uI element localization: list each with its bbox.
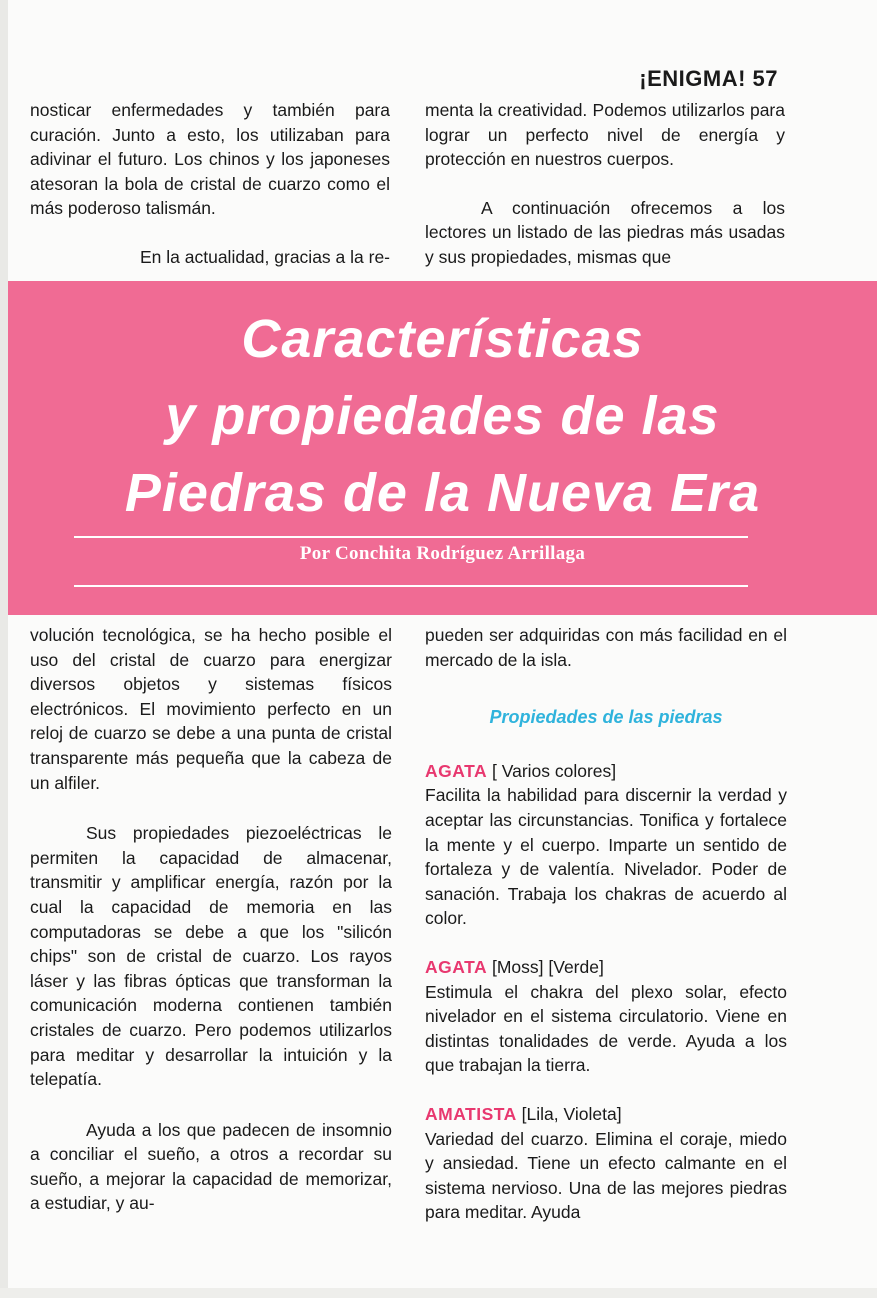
paragraph: volución tecnológica, se ha hecho posible el uso del cristal de cuarzo para energizar diversos objetos y sistemas físicos electrónicos. El movimiento perfecto en un reloj de cuarzo se debe a una punta de cristal transparente más pequeña que la cabeza de un alfiler. (30, 625, 392, 793)
page-edge-left (0, 0, 8, 1298)
page-edge-bottom (0, 1288, 877, 1298)
page-header: ¡ENIGMA! 57 (639, 66, 778, 91)
paragraph: En la actualidad, gracias a la re- (140, 246, 390, 267)
title-line-1: Características (241, 309, 644, 369)
title-line-3: Piedras de la Nueva Era (124, 463, 761, 523)
stone-description: Facilita la habilidad para discernir la verdad y aceptar las circunstancias. Tonifica y fortalece la mente y el cuerpo. Imparte un sentido de fortaleza y de valentía. Nivelador. Poder de sanación. Trabaja los chakras de acuerdo al color. (425, 785, 787, 929)
paragraph: A continuación ofrecemos a los lectores un listado de las piedras más usadas y sus propiedades, mismas que (425, 197, 785, 267)
column-right-bottom (425, 623, 787, 1225)
paragraph: menta la creatividad. Podemos utilizarlos para lograr un perfecto nivel de energía y protección en nuestros cuerpos. (425, 100, 785, 170)
stone-entry (425, 1102, 787, 1225)
paragraph: Ayuda a los que padecen de insomnio a conciliar el sueño, a otros a recordar su sueño, a mejorar la capacidad de memorizar, a estudiar, y au- (30, 1119, 392, 1214)
stone-name: AGATA (425, 760, 488, 781)
stone-color-tag: [Moss] [Verde] (487, 956, 604, 977)
stone-entry (425, 955, 787, 1078)
byline: Por Conchita Rodríguez Arrillaga (299, 543, 586, 564)
stone-name: AGATA (425, 956, 488, 977)
divider-bottom (74, 585, 748, 587)
paragraph: Sus propiedades piezoeléctricas le permiten la capacidad de almacenar, transmitir y amplificar energía, razón por la cual la capacidad de memoria en las computadoras se debe a que los "silicón chips" son de cristal de cuarzo. Los rayos láser y las fibras ópticas que transforman la comunicación moderna contienen también cristales de cuarzo. Pero podemos utilizarlos para meditar y desarrollar la intuición y la telepatía. (30, 823, 392, 1090)
article-title (8, 301, 877, 532)
column-right-top (425, 98, 785, 270)
divider-top (74, 536, 748, 538)
section-subhead: Propiedades de las piedras (489, 707, 723, 728)
title-line-2: y propiedades de las (165, 386, 720, 446)
stone-description: Estimula el chakra del plexo solar, efecto nivelador en el sistema circulatorio. Viene en distintas tonalidades de verde. Ayuda a los que trabajan la tierra. (425, 981, 787, 1076)
stone-color-tag: [Lila, Violeta] (516, 1103, 622, 1124)
stone-name: AMATISTA (425, 1103, 517, 1124)
paragraph: nosticar enfermedades y también para curación. Junto a esto, los utilizaban para adivinar el futuro. Los chinos y los japoneses atesoran la bola de cristal de cuarzo como el más poderoso talismán. (30, 100, 390, 219)
stone-description: Variedad del cuarzo. Elimina el coraje, miedo y ansiedad. Tiene un efecto calmante en el sistema nervioso. Una de las mejores piedras para meditar. Ayuda (425, 1128, 787, 1223)
column-left-top (30, 98, 390, 270)
stone-entry (425, 759, 787, 931)
paragraph: pueden ser adquiridas con más facilidad en el mercado de la isla. (425, 625, 787, 670)
stone-color-tag: [ Varios colores] (487, 760, 617, 781)
column-left-bottom (30, 623, 392, 1216)
title-banner (8, 281, 877, 615)
